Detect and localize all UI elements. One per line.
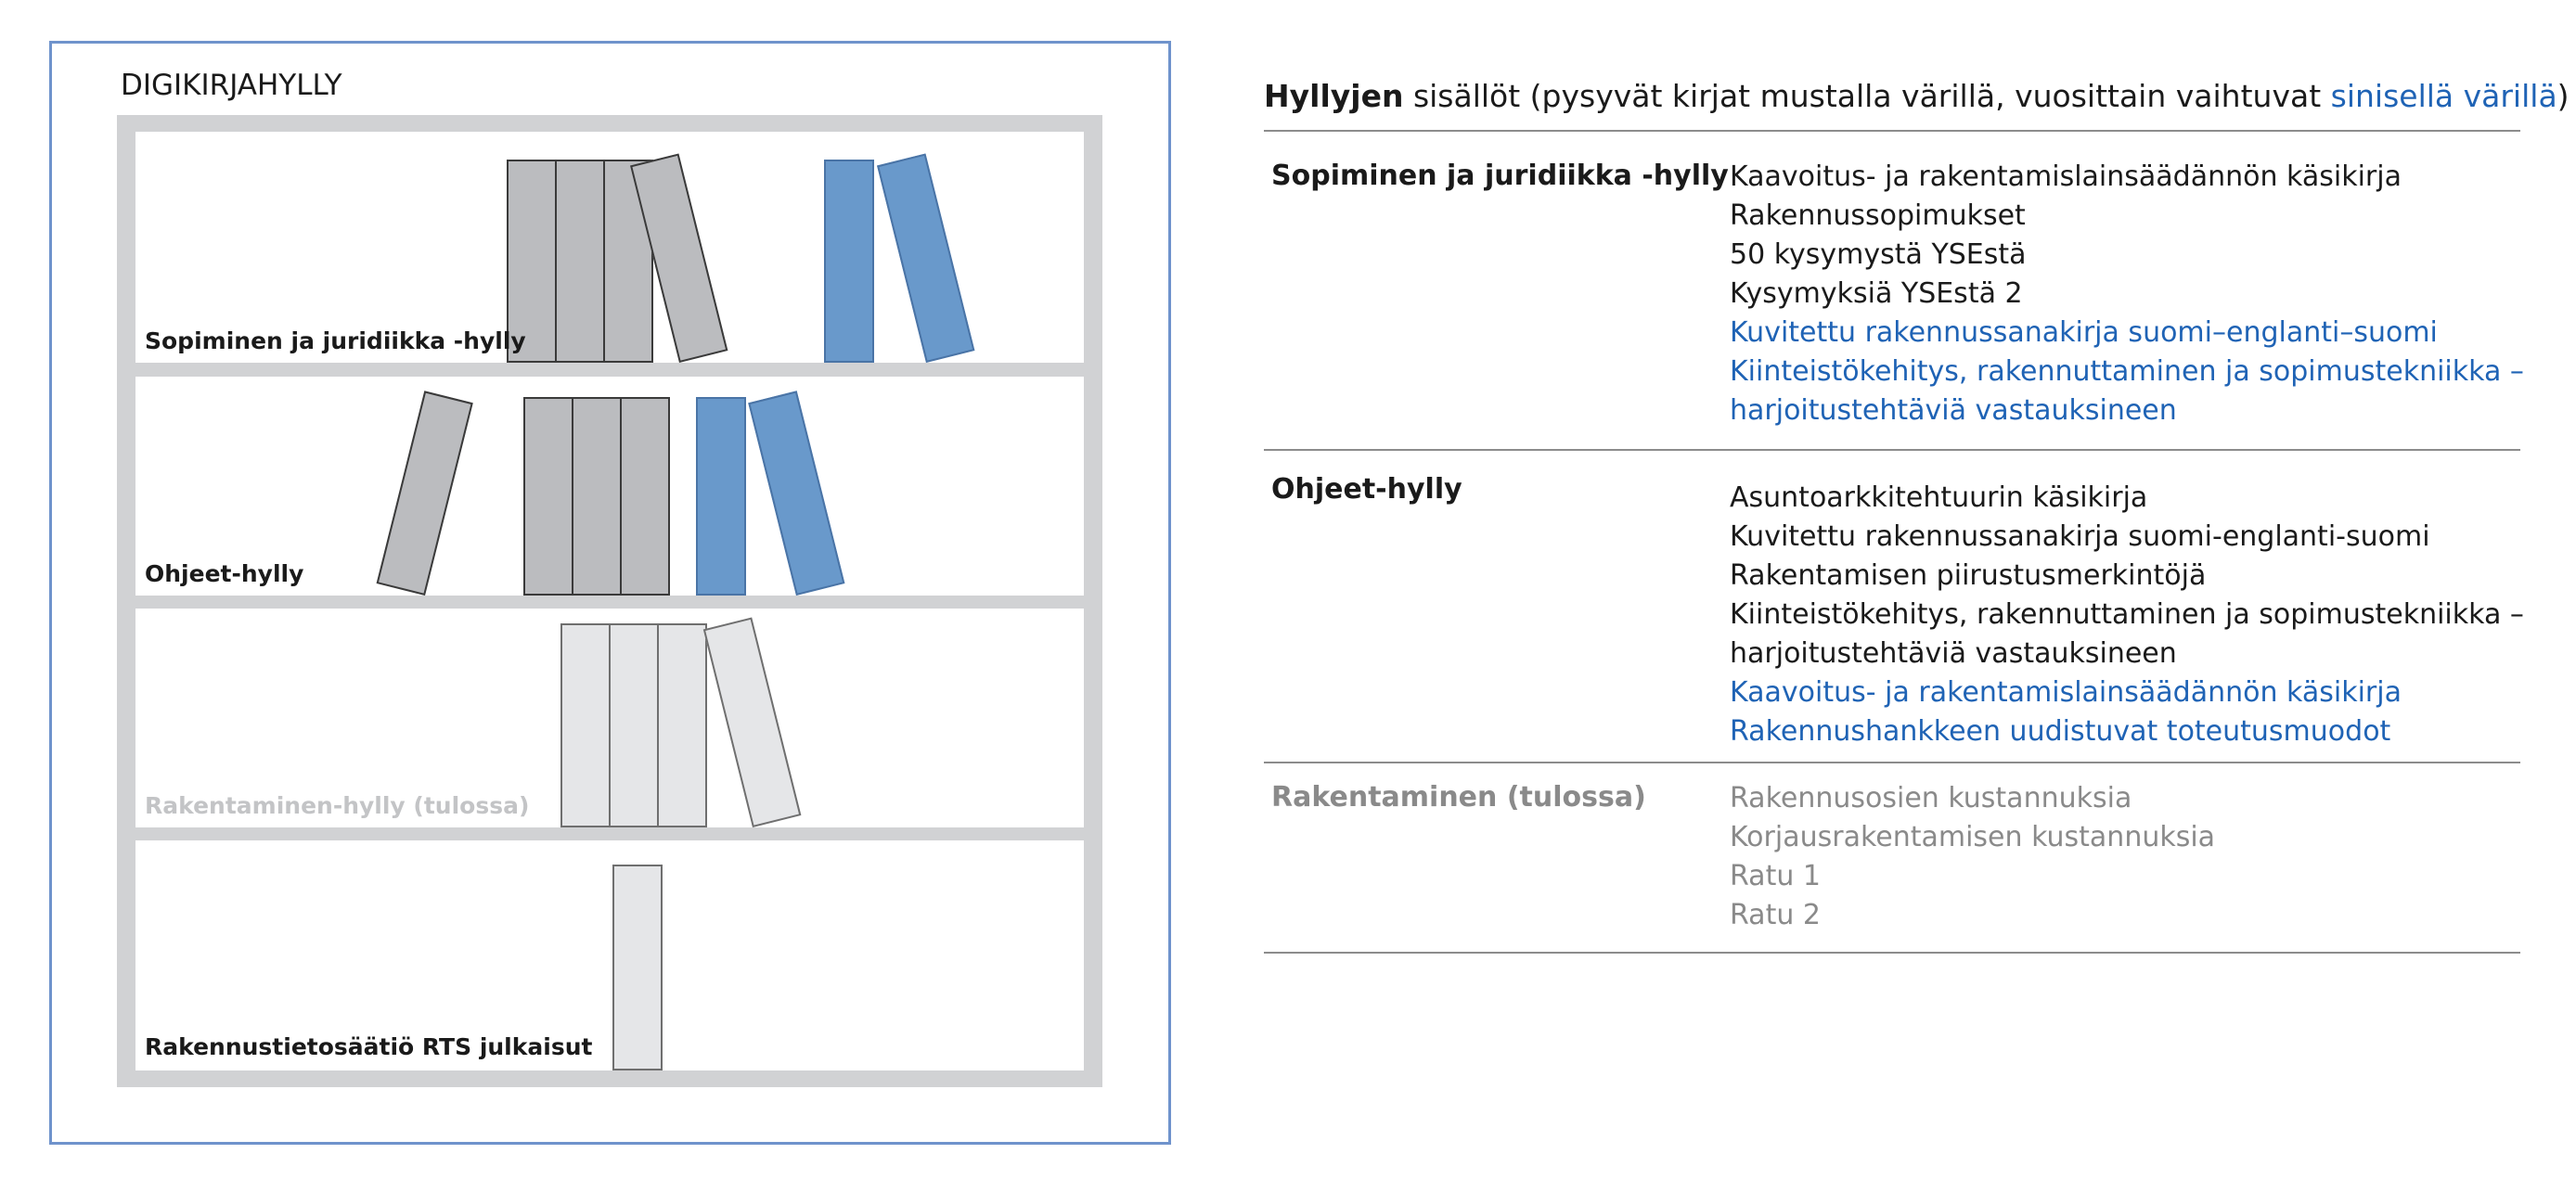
book-item: Kuvitettu rakennussanakirja suomi–englanti–suomi bbox=[1730, 316, 2438, 349]
divider bbox=[1264, 130, 2520, 132]
book-upcoming bbox=[612, 865, 663, 1070]
book-permanent bbox=[555, 160, 605, 363]
shelf-ohjeet bbox=[135, 377, 1084, 596]
table-header-text: sisällöt (pysyvät kirjat mustalla värillä, vuosittain vaihtuvat bbox=[1403, 78, 2331, 114]
row-title-rakentaminen: Rakentaminen (tulossa) bbox=[1271, 781, 1646, 814]
shelf-label-rts: Rakennustietosäätiö RTS julkaisut bbox=[145, 1033, 593, 1060]
book-permanent bbox=[572, 397, 622, 596]
book-item: Kysymyksiä YSEstä 2 bbox=[1730, 277, 2023, 310]
row-title-sopiminen: Sopiminen ja juridiikka -hylly bbox=[1271, 160, 1729, 192]
shelf-label-ohjeet: Ohjeet-hylly bbox=[145, 560, 304, 587]
book-item: Asuntoarkkitehtuurin käsikirja bbox=[1730, 481, 2148, 514]
book-permanent bbox=[523, 397, 573, 596]
book-item: harjoitustehtäviä vastauksineen bbox=[1730, 394, 2177, 427]
table-header-bold: Hyllyjen bbox=[1264, 78, 1404, 114]
table-header bbox=[1264, 78, 2570, 114]
book-item: Kuvitettu rakennussanakirja suomi-englanti-suomi bbox=[1730, 520, 2430, 553]
shelf-label-sopiminen: Sopiminen ja juridiikka -hylly bbox=[145, 327, 526, 354]
figure-title: DIGIKIRJAHYLLY bbox=[121, 69, 342, 102]
book-upcoming bbox=[609, 623, 659, 827]
book-item: Kaavoitus- ja rakentamislainsäädännön käsikirja bbox=[1730, 160, 2402, 193]
row-items-ohjeet bbox=[1730, 479, 2524, 751]
book-item: harjoitustehtäviä vastauksineen bbox=[1730, 637, 2177, 670]
book-item: Rakennushankkeen uudistuvat toteutusmuodot bbox=[1730, 715, 2391, 748]
book-permanent-leaning bbox=[377, 391, 473, 596]
shelf-sopiminen bbox=[135, 132, 1084, 363]
shelf-rts bbox=[135, 840, 1084, 1070]
book-rotating-leaning bbox=[748, 391, 844, 596]
book-item: Ratu 1 bbox=[1730, 860, 1821, 892]
row-items-sopiminen bbox=[1730, 158, 2524, 430]
book-upcoming bbox=[560, 623, 611, 827]
book-item: Rakennusosien kustannuksia bbox=[1730, 782, 2132, 814]
table-header-blue-text: sinisellä värillä bbox=[2330, 78, 2557, 114]
book-permanent bbox=[620, 397, 670, 596]
shelf-label-rakentaminen: Rakentaminen-hylly (tulossa) bbox=[145, 792, 530, 819]
divider bbox=[1264, 449, 2520, 451]
book-upcoming-leaning bbox=[703, 617, 802, 827]
book-upcoming bbox=[657, 623, 707, 827]
book-item: Korjausrakentamisen kustannuksia bbox=[1730, 821, 2216, 853]
book-rotating-leaning bbox=[877, 153, 974, 363]
book-rotating bbox=[824, 160, 874, 363]
row-title-ohjeet: Ohjeet-hylly bbox=[1271, 473, 1462, 506]
book-item: Kaavoitus- ja rakentamislainsäädännön käsikirja bbox=[1730, 676, 2402, 709]
row-items-rakentaminen bbox=[1730, 779, 2215, 935]
book-item: 50 kysymystä YSEstä bbox=[1730, 238, 2027, 271]
divider bbox=[1264, 762, 2520, 763]
book-item: Kiinteistökehitys, rakennuttaminen ja sopimustekniikka – bbox=[1730, 355, 2524, 388]
book-item: Rakennussopimukset bbox=[1730, 199, 2026, 232]
book-item: Rakentamisen piirustusmerkintöjä bbox=[1730, 559, 2207, 592]
book-item: Ratu 2 bbox=[1730, 899, 1821, 931]
book-item: Kiinteistökehitys, rakennuttaminen ja sopimustekniikka – bbox=[1730, 598, 2524, 631]
shelf-rakentaminen bbox=[135, 609, 1084, 827]
table-header-close: ) bbox=[2557, 78, 2570, 114]
book-rotating bbox=[696, 397, 746, 596]
divider bbox=[1264, 952, 2520, 954]
